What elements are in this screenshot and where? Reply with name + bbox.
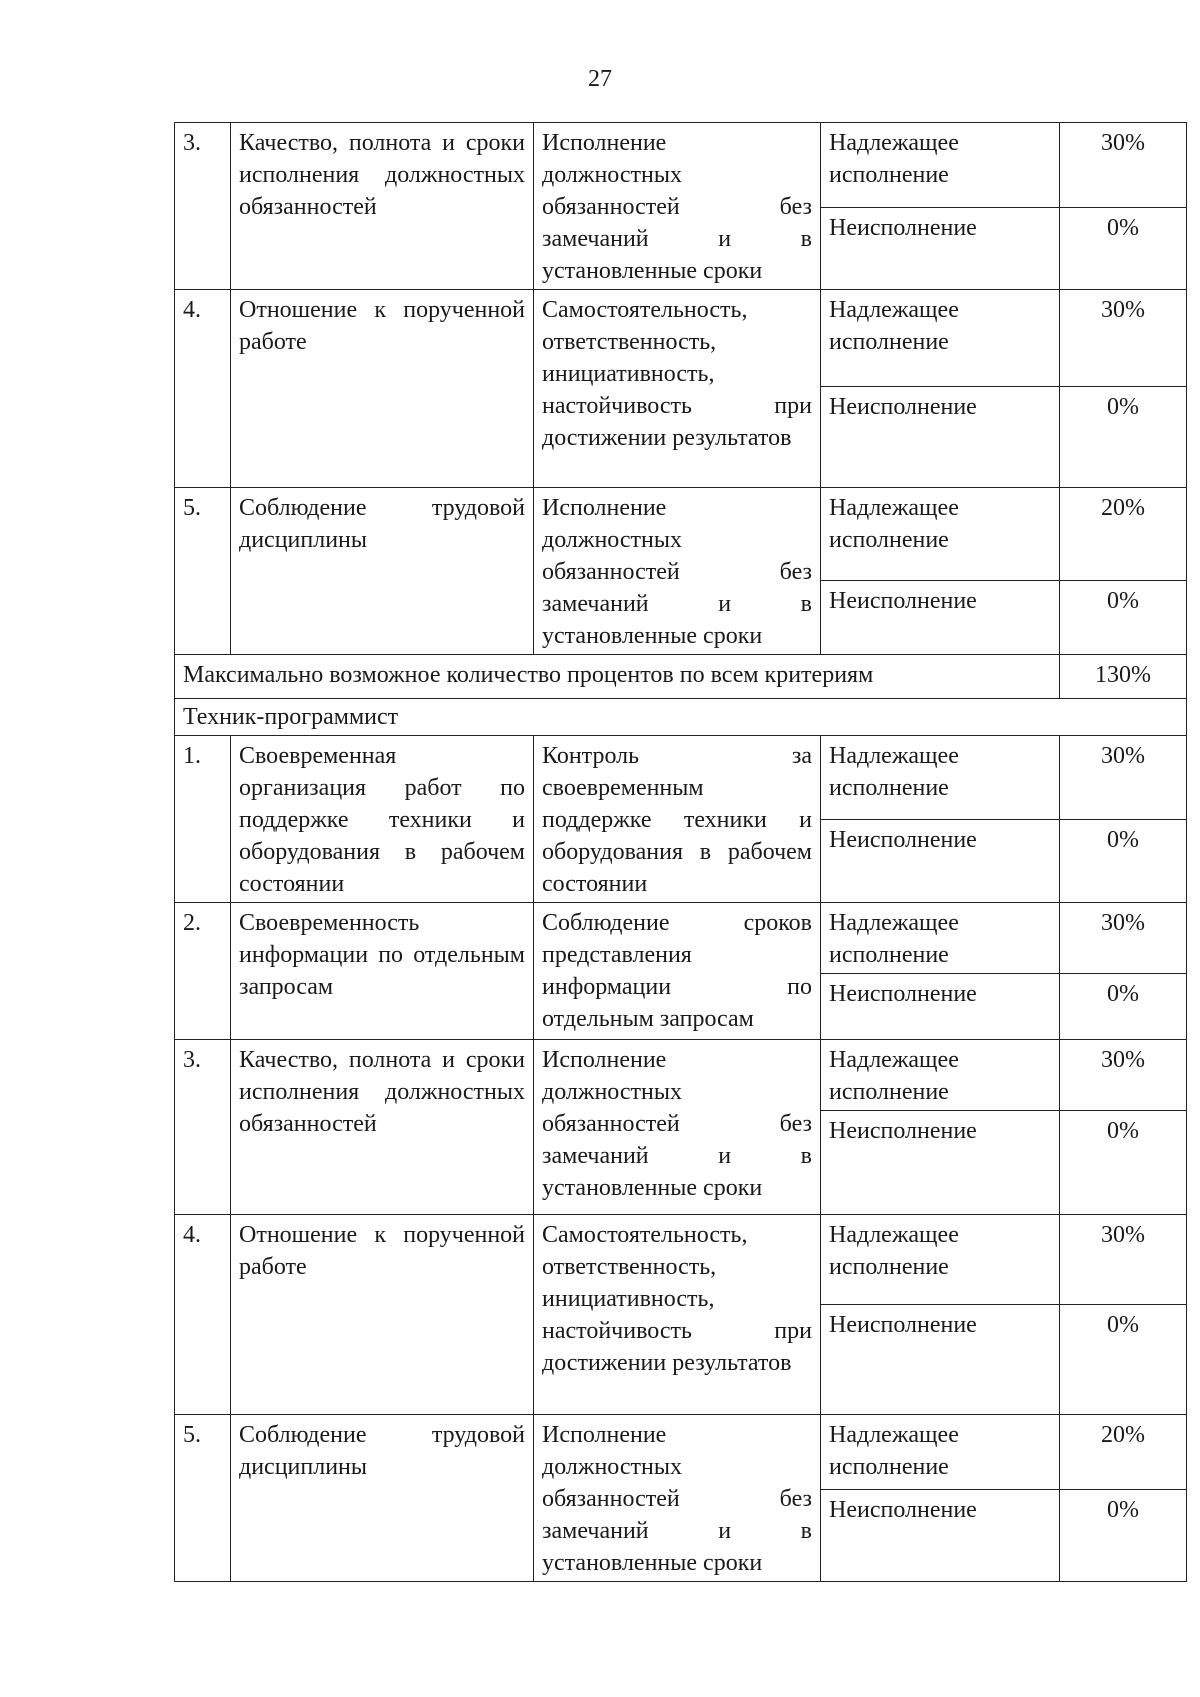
grade-label: Надлежащее исполнение: [821, 1415, 1060, 1490]
criterion-cell: Отношение к порученной работе: [231, 1215, 534, 1415]
grade-label: Неисполнение: [821, 1305, 1060, 1415]
row-number: 4.: [175, 1215, 231, 1415]
row-number: 5.: [175, 488, 231, 655]
table-row: [175, 736, 1187, 820]
grade-percent: 0%: [1060, 1111, 1187, 1215]
criterion-cell: Соблюдение трудовой дисциплины: [231, 1415, 534, 1582]
indicator-cell: Соблюдение сроков представления информации по отдельным запросам: [534, 903, 821, 1040]
grade-percent: 0%: [1060, 387, 1187, 488]
grade-label: Неисполнение: [821, 581, 1060, 655]
grade-label: Неисполнение: [821, 974, 1060, 1040]
section-title: Техник-программист: [175, 699, 1187, 736]
row-number: 3.: [175, 123, 231, 290]
grade-label: Надлежащее исполнение: [821, 290, 1060, 387]
page-number: 27: [588, 66, 612, 92]
grade-percent: 0%: [1060, 819, 1187, 903]
indicator-cell: Исполнение должностных обязанностей без замечаний и в установленные сроки: [534, 488, 821, 655]
indicator-cell: Самостоятельность, ответственность, инициативность, настойчивость при достижении результатов: [534, 1215, 821, 1415]
total-label: Максимально возможное количество процентов по всем критериям: [175, 655, 1060, 699]
criterion-cell: Своевременная организация работ по поддержке техники и оборудования в рабочем состоянии: [231, 736, 534, 903]
row-number: 1.: [175, 736, 231, 903]
table-row: [175, 488, 1187, 581]
table-row: [175, 1415, 1187, 1490]
grade-percent: 30%: [1060, 736, 1187, 820]
grade-label: Неисполнение: [821, 1111, 1060, 1215]
criterion-cell: Соблюдение трудовой дисциплины: [231, 488, 534, 655]
row-number: 2.: [175, 903, 231, 1040]
grade-label: Надлежащее исполнение: [821, 736, 1060, 820]
total-value: 130%: [1060, 655, 1187, 699]
grade-label: Надлежащее исполнение: [821, 1040, 1060, 1111]
grade-label: Неисполнение: [821, 819, 1060, 903]
grade-percent: 30%: [1060, 1040, 1187, 1111]
total-row: [175, 655, 1187, 699]
indicator-cell: Исполнение должностных обязанностей без замечаний и в установленные сроки: [534, 1415, 821, 1582]
indicator-cell: Исполнение должностных обязанностей без замечаний и в установленные сроки: [534, 123, 821, 290]
grade-percent: 20%: [1060, 1415, 1187, 1490]
criterion-cell: Отношение к порученной работе: [231, 290, 534, 488]
table-row: [175, 123, 1187, 208]
grade-label: Надлежащее исполнение: [821, 488, 1060, 581]
grade-percent: 0%: [1060, 207, 1187, 289]
grade-percent: 30%: [1060, 1215, 1187, 1305]
grade-label: Неисполнение: [821, 207, 1060, 289]
grade-label: Надлежащее исполнение: [821, 1215, 1060, 1305]
criterion-cell: Своевременность информации по отдельным запросам: [231, 903, 534, 1040]
indicator-cell: Самостоятельность, ответственность, инициативность, настойчивость при достижении результатов: [534, 290, 821, 488]
row-number: 3.: [175, 1040, 231, 1215]
grade-label: Надлежащее исполнение: [821, 903, 1060, 974]
table-row: [175, 1040, 1187, 1111]
grade-percent: 0%: [1060, 974, 1187, 1040]
grade-percent: 30%: [1060, 290, 1187, 387]
grade-label: Надлежащее исполнение: [821, 123, 1060, 208]
grade-label: Неисполнение: [821, 387, 1060, 488]
table-row: [175, 1215, 1187, 1305]
table-row: [175, 903, 1187, 974]
section-row: [175, 699, 1187, 736]
row-number: 4.: [175, 290, 231, 488]
grade-percent: 30%: [1060, 123, 1187, 208]
criterion-cell: Качество, полнота и сроки исполнения должностных обязанностей: [231, 123, 534, 290]
criterion-cell: Качество, полнота и сроки исполнения должностных обязанностей: [231, 1040, 534, 1215]
grade-percent: 0%: [1060, 581, 1187, 655]
grade-label: Неисполнение: [821, 1489, 1060, 1581]
grade-percent: 20%: [1060, 488, 1187, 581]
row-number: 5.: [175, 1415, 231, 1582]
grade-percent: 0%: [1060, 1305, 1187, 1415]
table-row: [175, 290, 1187, 387]
grade-percent: 30%: [1060, 903, 1187, 974]
indicator-cell: Контроль за своевременным поддержке техники и оборудования в рабочем состоянии: [534, 736, 821, 903]
criteria-table: [174, 122, 1187, 1582]
grade-percent: 0%: [1060, 1489, 1187, 1581]
indicator-cell: Исполнение должностных обязанностей без замечаний и в установленные сроки: [534, 1040, 821, 1215]
